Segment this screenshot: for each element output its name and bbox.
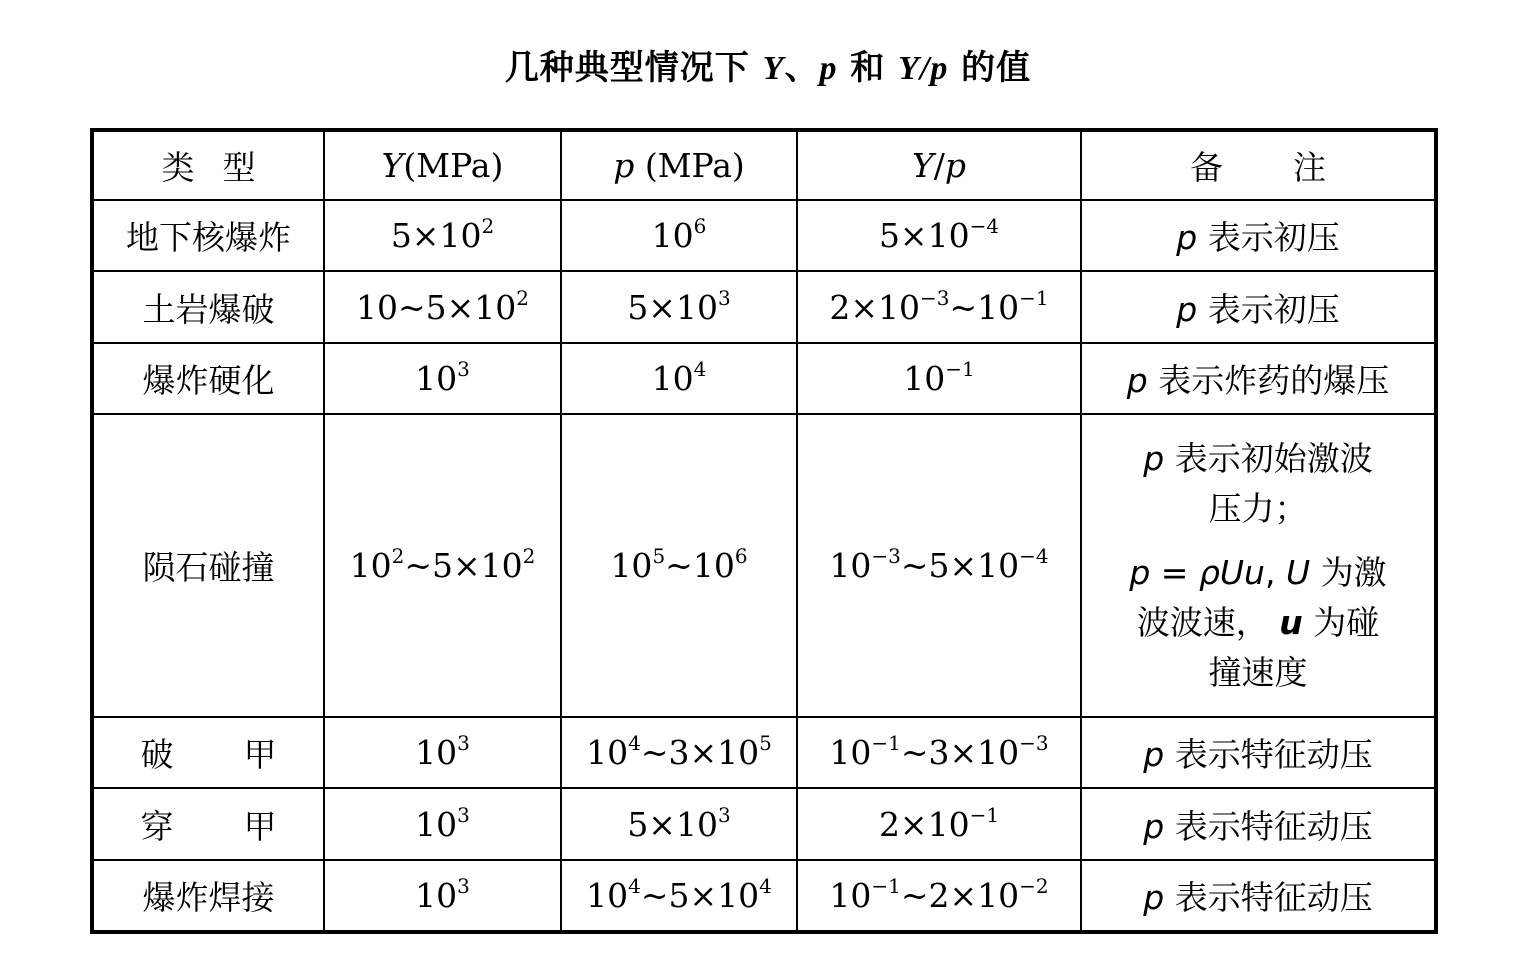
cell-yp: $2\times 10^{-1}$: [797, 788, 1081, 859]
header-row: [92, 130, 1436, 200]
note-line: p = ρUu, U 为激: [1129, 552, 1387, 592]
cell-y: $5\times 10^2$: [324, 200, 561, 271]
cell-type: 穿甲: [92, 788, 324, 859]
cell-y: $10^3$: [324, 860, 561, 932]
cell-yp: $2\times 10^{-3}\sim 10^{-1}$: [797, 271, 1081, 342]
cell-type: 土岩爆破: [92, 271, 324, 342]
note-line: 撞速度: [1208, 652, 1308, 692]
cell-p: $5\times 10^3$: [561, 271, 797, 342]
cell-type: 陨石碰撞: [92, 414, 324, 717]
cell-p: $10^6$: [561, 200, 797, 271]
cell-y: $10^3$: [324, 343, 561, 414]
table-row: [92, 271, 1436, 342]
header-type: 类型: [92, 130, 324, 200]
title-yp: Y/p: [898, 50, 949, 87]
note-line: 波波速， u 为碰: [1136, 602, 1380, 642]
cell-note: p 表示特征动压: [1081, 788, 1436, 859]
cell-type: 爆炸焊接: [92, 860, 324, 932]
header-note: 备注: [1081, 130, 1436, 200]
table-row: [92, 343, 1436, 414]
cell-note: p 表示特征动压: [1081, 717, 1436, 788]
table-row: [92, 788, 1436, 859]
header-y: Y(MPa): [324, 130, 561, 200]
title-suffix: 的值: [948, 48, 1032, 88]
cell-yp: $10^{-1}\sim 2\times 10^{-2}$: [797, 860, 1081, 932]
cell-p: $10^4$: [561, 343, 797, 414]
title-p: p: [819, 50, 838, 87]
cell-yp: $10^{-1}\sim 3\times 10^{-3}$: [797, 717, 1081, 788]
header-yp: Y/p: [797, 130, 1081, 200]
title-y: Y: [762, 50, 785, 87]
note-line: p 表示初始激波: [1143, 438, 1373, 478]
table-title: [0, 40, 1536, 89]
header-p: p (MPa): [561, 130, 797, 200]
note-line: 压力；: [1208, 488, 1308, 528]
cell-y: $10^3$: [324, 788, 561, 859]
table-row: [92, 200, 1436, 271]
cell-yp: $10^{-1}$: [797, 343, 1081, 414]
table-row: [92, 717, 1436, 788]
table-row: [92, 414, 1436, 717]
cell-yp: $10^{-3}\sim 5\times 10^{-4}$: [797, 414, 1081, 717]
cell-y: $10^3$: [324, 717, 561, 788]
cell-p: $10^5\sim 10^6$: [561, 414, 797, 717]
cell-note: [1081, 414, 1436, 717]
cell-note: p 表示初压: [1081, 200, 1436, 271]
cell-type: 破甲: [92, 717, 324, 788]
cell-p: $10^4\sim 5\times 10^4$: [561, 860, 797, 932]
cell-note: p 表示初压: [1081, 271, 1436, 342]
cell-p: $10^4\sim 3\times 10^5$: [561, 717, 797, 788]
title-and: 和: [837, 48, 899, 88]
title-separator: 、: [784, 48, 820, 88]
cell-y: $10^2\sim 5\times 10^2$: [324, 414, 561, 717]
cell-note: p 表示炸药的爆压: [1081, 343, 1436, 414]
cell-yp: $5\times 10^{-4}$: [797, 200, 1081, 271]
cell-y: $10\sim 5\times 10^2$: [324, 271, 561, 342]
cell-p: $5\times 10^3$: [561, 788, 797, 859]
values-table: [90, 128, 1438, 934]
cell-type: 地下核爆炸: [92, 200, 324, 271]
cell-note: p 表示特征动压: [1081, 860, 1436, 932]
title-prefix: 几种典型情况下: [504, 48, 763, 88]
cell-type: 爆炸硬化: [92, 343, 324, 414]
table-row: [92, 860, 1436, 932]
